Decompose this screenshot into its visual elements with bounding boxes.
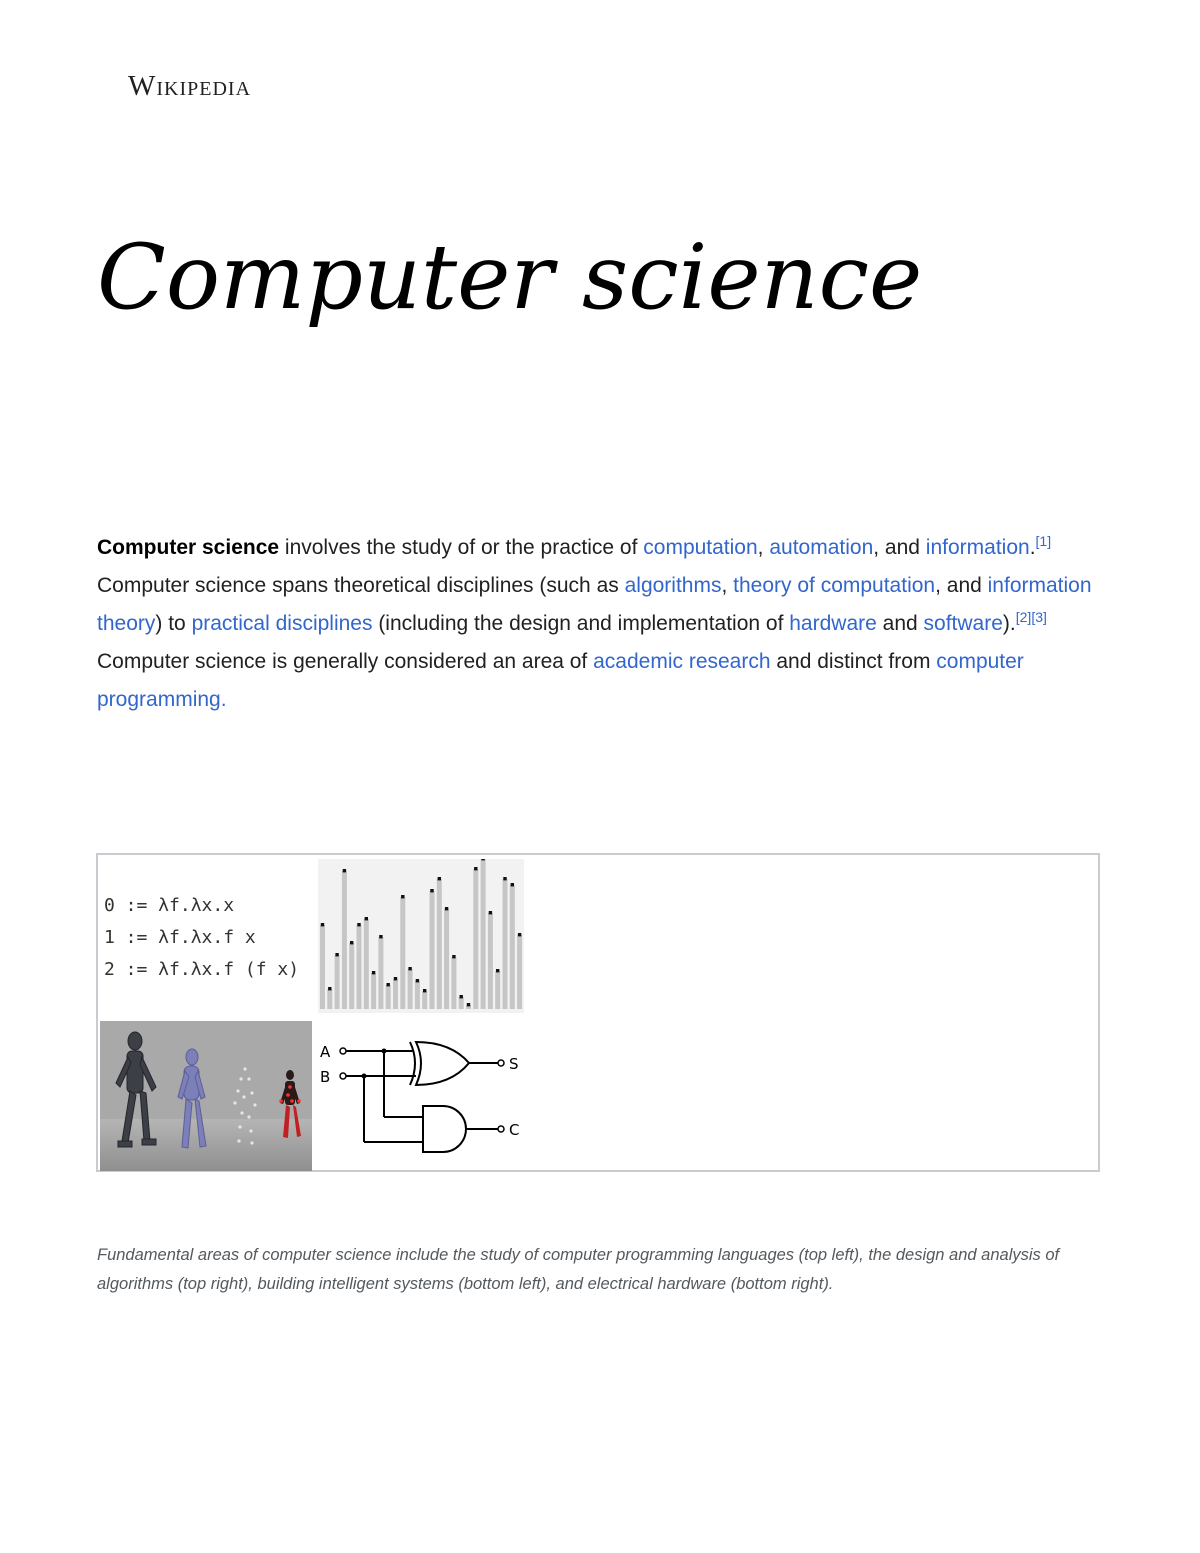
lead-bold-term: Computer science (97, 536, 280, 559)
sort-bar (371, 973, 376, 1009)
sort-marker (489, 911, 492, 914)
sort-marker (452, 955, 455, 958)
lead-text: Computer science spans theoretical disciplines (such as (97, 574, 625, 597)
circuit-label-c: C (509, 1121, 520, 1139)
lead-text: ) to (155, 612, 192, 635)
link-period[interactable]: . (220, 688, 227, 711)
lambda-line-two: 2 := λf.λx.f (f x) (104, 959, 300, 980)
circuit-label-s: S (509, 1055, 519, 1073)
sort-marker (321, 923, 324, 926)
link-computer-programming[interactable]: computer programming (97, 650, 1024, 711)
sort-bar (320, 925, 325, 1009)
sort-marker (335, 953, 338, 956)
sort-bar (386, 985, 391, 1009)
lead-text: , (721, 574, 734, 597)
figure-caption: Fundamental areas of computer science include the study of computer programming languages (top left), the design and analysis of algorithms (top right), building intelligent systems (bottom left), and electrical hardware (bottom right). (97, 1246, 1060, 1293)
sort-marker (467, 1003, 470, 1006)
sort-bar (451, 957, 456, 1009)
sort-bar (430, 891, 435, 1009)
link-practical-disciplines[interactable]: practical disciplines (191, 612, 373, 635)
lead-text: , (757, 536, 770, 559)
link-algorithms[interactable]: algorithms (624, 574, 722, 597)
sort-marker (445, 907, 448, 910)
motion-capture-image[interactable] (100, 1021, 312, 1171)
sort-marker (438, 877, 441, 880)
lead-text: and distinct from (770, 650, 937, 673)
lead-text: ). (1002, 612, 1016, 635)
link-theory-of-computation[interactable]: theory of computation (733, 574, 936, 597)
sort-marker (503, 877, 506, 880)
sort-marker (416, 979, 419, 982)
sort-marker (423, 989, 426, 992)
sort-marker (518, 933, 521, 936)
link-information[interactable]: information (925, 536, 1030, 559)
sort-bar (495, 971, 500, 1009)
reference-superscript (1031, 609, 1047, 625)
thumbnail-figure (96, 853, 1100, 1172)
reference-superscript (1036, 533, 1052, 549)
ref-2[interactable]: [2] (1015, 609, 1032, 625)
sort-marker (408, 967, 411, 970)
link-software[interactable]: software (923, 612, 1003, 635)
sort-marker (430, 889, 433, 892)
sort-bar (488, 913, 493, 1009)
sort-marker (357, 923, 360, 926)
sort-bar (400, 897, 405, 1009)
lead-text: and (876, 612, 924, 635)
sort-bar (517, 935, 522, 1009)
sort-bar (327, 989, 332, 1009)
link-hardware[interactable]: hardware (789, 612, 877, 635)
sort-bar (349, 943, 354, 1009)
sort-marker (387, 983, 390, 986)
lambda-calculus-image[interactable] (100, 859, 316, 1011)
sort-bar (473, 869, 478, 1009)
sort-marker (481, 859, 484, 860)
sort-marker (343, 869, 346, 872)
sort-marker (328, 987, 331, 990)
sort-marker (365, 917, 368, 920)
sort-bar (335, 955, 340, 1009)
sort-bar (408, 969, 413, 1009)
link-academic-research[interactable]: academic research (593, 650, 771, 673)
sorting-algorithm-image[interactable] (318, 859, 524, 1013)
lambda-line-one: 1 := λf.λx.f x (104, 927, 256, 948)
sort-bar (422, 991, 427, 1009)
lambda-line-zero: 0 := λf.λx.x (104, 895, 235, 916)
sort-marker (401, 895, 404, 898)
sort-bar (444, 909, 449, 1009)
sort-marker (511, 883, 514, 886)
sort-marker (496, 969, 499, 972)
lead-text: . (1029, 536, 1036, 559)
sort-bar (357, 925, 362, 1009)
ref-1[interactable]: [1] (1035, 533, 1052, 549)
sort-marker (372, 971, 375, 974)
sort-marker (379, 935, 382, 938)
sort-bar (342, 871, 347, 1009)
lead-text: , and (873, 536, 926, 559)
link-computation[interactable]: computation (643, 536, 758, 559)
reference-superscript (1016, 609, 1032, 625)
lead-paragraph (97, 529, 1107, 719)
sort-bar (437, 879, 442, 1009)
sort-bar (415, 981, 420, 1009)
sort-marker (394, 977, 397, 980)
link-automation[interactable]: automation (769, 536, 874, 559)
sort-bar (503, 879, 508, 1009)
sort-marker (460, 995, 463, 998)
lead-text: (including the design and implementation of (372, 612, 790, 635)
sort-bar (364, 919, 369, 1009)
sort-bar (510, 885, 515, 1009)
link-information-theory[interactable]: information theory (97, 574, 1092, 635)
circuit-label-a: A (320, 1043, 331, 1061)
lead-text: Computer science is generally considered an area of (97, 650, 594, 673)
sort-marker (350, 941, 353, 944)
lead-text: , and (935, 574, 988, 597)
sort-bar (459, 997, 464, 1009)
ref-3[interactable]: [3] (1031, 609, 1047, 625)
page-title: Computer science (97, 225, 923, 330)
sort-marker (474, 867, 477, 870)
sort-bar (378, 937, 383, 1009)
sort-bar (393, 979, 398, 1009)
circuit-label-b: B (320, 1068, 331, 1086)
half-adder-circuit-image[interactable] (316, 1029, 536, 1159)
lead-text: involves the study of or the practice of (279, 536, 644, 559)
sort-bar (481, 859, 486, 1009)
wikipedia-wordmark[interactable]: Wikipedia (128, 70, 252, 102)
